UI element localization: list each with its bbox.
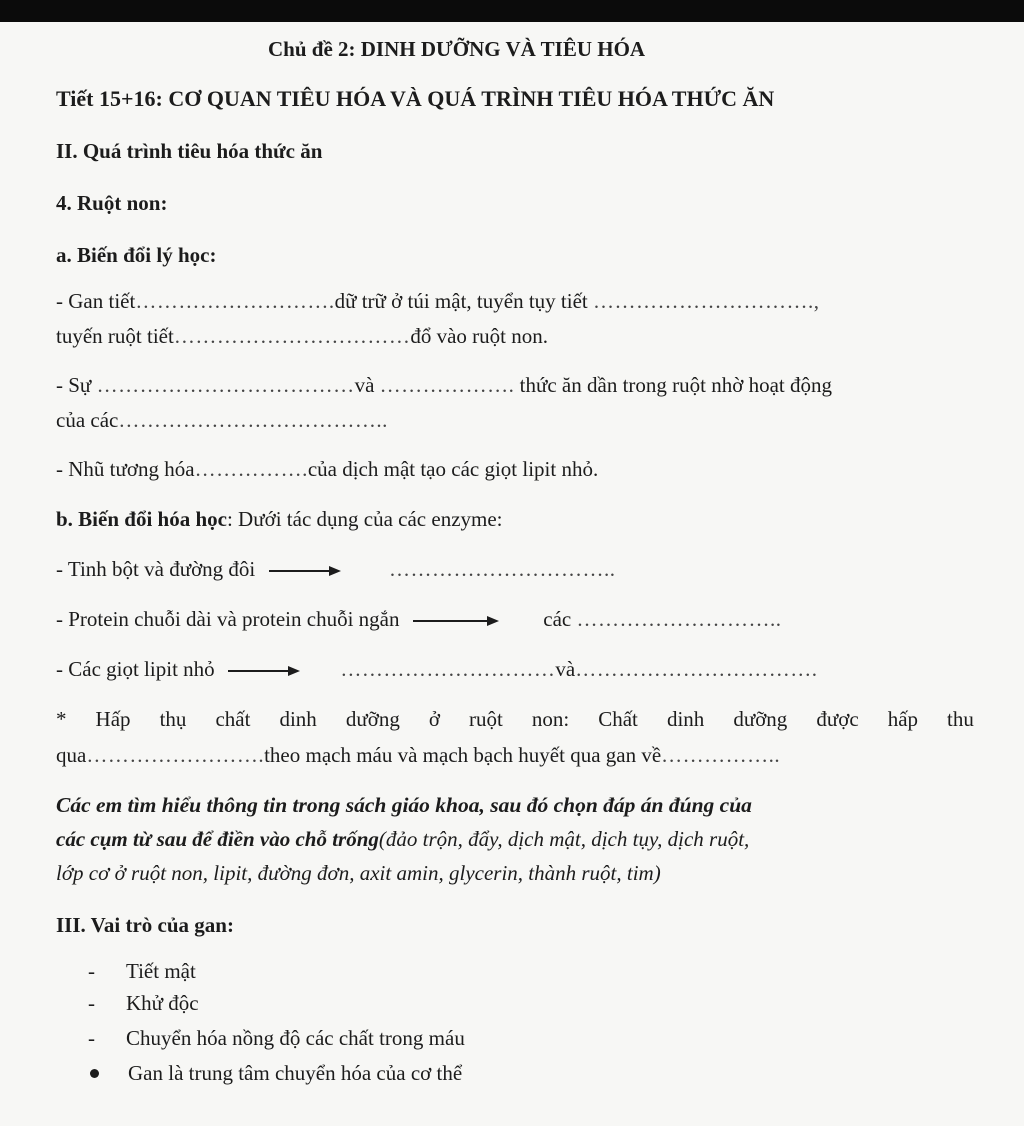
blank-10[interactable]: ………………………… xyxy=(340,657,556,681)
text-thuc-an: thức ăn dần trong ruột nhờ hoạt động xyxy=(519,373,832,397)
subsection-b-title: b. Biến đổi hóa học xyxy=(56,507,227,531)
text-dich-mat: của dịch mật tạo các giọt lipit nhỏ. xyxy=(307,457,599,481)
physical-change-line-3 xyxy=(56,372,832,398)
instruction-word-list-1: (đảo trộn, đẩy, dịch mật, dịch tụy, dịch ruột, xyxy=(378,827,750,851)
blank-2[interactable]: …………………………., xyxy=(592,289,820,313)
arrow-right-icon xyxy=(226,664,302,678)
word: thu xyxy=(947,707,974,731)
word: ruột xyxy=(469,707,503,731)
lesson-title: Tiết 15+16: CƠ QUAN TIÊU HÓA VÀ QUÁ TRÌNH TIÊU HÓA THỨC ĂN xyxy=(56,86,775,111)
chemical-change-line-2 xyxy=(56,606,781,632)
role-text: Khử độc xyxy=(126,991,199,1015)
word: ở xyxy=(428,707,440,731)
arrow-right-icon xyxy=(411,614,501,628)
liver-role-2 xyxy=(88,990,199,1016)
blank-4[interactable]: ……………………………… xyxy=(96,373,355,397)
liver-role-3 xyxy=(88,1025,465,1051)
subsection-a-heading: a. Biến đổi lý học: xyxy=(56,243,217,267)
section-3-heading: III. Vai trò của gan: xyxy=(56,913,234,937)
blank-11[interactable]: ……………………………. xyxy=(575,657,818,681)
role-text: Gan là trung tâm chuyển hóa của cơ thể xyxy=(128,1061,463,1085)
word: dưỡng xyxy=(733,707,788,731)
section-2-heading: II. Quá trình tiêu hóa thức ăn xyxy=(56,139,323,163)
role-text: Tiết mật xyxy=(126,959,196,983)
text-nhu-tuong: - Nhũ tương hóa xyxy=(56,457,195,481)
text-va: và xyxy=(354,373,375,397)
arrow-right-icon xyxy=(267,564,343,578)
word: được xyxy=(816,707,859,731)
subsection-b-heading xyxy=(56,506,503,532)
physical-change-line-2 xyxy=(56,323,548,349)
word: non: xyxy=(531,707,570,731)
text-cac: các xyxy=(543,607,572,631)
word: Hấp xyxy=(95,707,131,731)
physical-change-line-4 xyxy=(56,407,388,433)
physical-change-line-5 xyxy=(56,456,598,482)
instruction-line-1: Các em tìm hiểu thông tin trong sách giáo khoa, sau đó chọn đáp án đúng của xyxy=(56,793,752,817)
topic-heading: Chủ đề 2: DINH DƯỠNG VÀ TIÊU HÓA xyxy=(268,37,646,61)
physical-change-line-1 xyxy=(56,288,819,314)
text-du-tru: dữ trữ ở túi mật, tuyển tụy tiết xyxy=(334,289,588,313)
role-text: Chuyển hóa nồng độ các chất trong máu xyxy=(126,1026,465,1050)
text-gan-tiet: - Gan tiết xyxy=(56,289,136,313)
dash-bullet: - xyxy=(88,991,95,1015)
word: hấp xyxy=(887,707,919,731)
instruction-bold-part: các cụm từ sau để điền vào chỗ trống xyxy=(56,827,379,851)
dash-bullet: - xyxy=(88,1026,95,1050)
text-su: - Sự xyxy=(56,373,92,397)
asterisk: * xyxy=(56,707,67,731)
blank-3[interactable]: …………………………… xyxy=(173,324,411,348)
blank-13[interactable]: …………….. xyxy=(661,743,781,767)
word: dinh xyxy=(279,707,317,731)
chemical-change-line-1 xyxy=(56,556,616,582)
blank-5[interactable]: ………………. xyxy=(379,373,515,397)
text-theo-mach-mau: theo mạch máu và mạch bạch huyết qua gan về xyxy=(264,743,662,767)
absorption-line-1 xyxy=(56,706,974,732)
text-do-vao: đổ vào ruột non. xyxy=(410,324,548,348)
blank-12[interactable]: ……………………. xyxy=(86,743,265,767)
blank-1[interactable]: ………………………. xyxy=(135,289,335,313)
blank-8[interactable]: ………………………….. xyxy=(389,557,616,581)
subsection-4-heading: 4. Ruột non: xyxy=(56,191,168,215)
instruction-line-3: lớp cơ ở ruột non, lipit, đường đơn, axit amin, glycerin, thành ruột, tim) xyxy=(56,861,661,885)
chemical-change-line-3 xyxy=(56,656,817,682)
top-black-bar xyxy=(0,0,1024,22)
word: Chất xyxy=(598,707,638,731)
worksheet-page xyxy=(0,22,1024,1126)
text-giot-lipit: - Các giọt lipit nhỏ xyxy=(56,657,215,681)
blank-7[interactable]: ……………. xyxy=(194,457,308,481)
blank-6[interactable]: ……………………………….. xyxy=(118,408,388,432)
word: thụ xyxy=(159,707,187,731)
word: chất xyxy=(215,707,251,731)
liver-role-4 xyxy=(88,1060,462,1086)
instruction-line-2 xyxy=(56,826,749,852)
word: dưỡng xyxy=(345,707,400,731)
text-cua-cac: của các xyxy=(56,408,119,432)
dot-bullet-icon xyxy=(90,1069,99,1078)
dash-bullet: - xyxy=(88,959,95,983)
subsection-b-intro: : Dưới tác dụng của các enzyme: xyxy=(226,507,503,531)
absorption-line-2 xyxy=(56,742,780,768)
text-tuyen-ruot: tuyến ruột tiết xyxy=(56,324,174,348)
text-tinh-bot: - Tinh bột và đường đôi xyxy=(56,557,256,581)
text-va-2: và xyxy=(555,657,576,681)
word: dinh xyxy=(666,707,705,731)
text-qua: qua xyxy=(56,743,87,767)
liver-role-1 xyxy=(88,958,196,984)
text-protein: - Protein chuỗi dài và protein chuỗi ngắn xyxy=(56,607,400,631)
blank-9[interactable]: ……………………….. xyxy=(576,607,782,631)
